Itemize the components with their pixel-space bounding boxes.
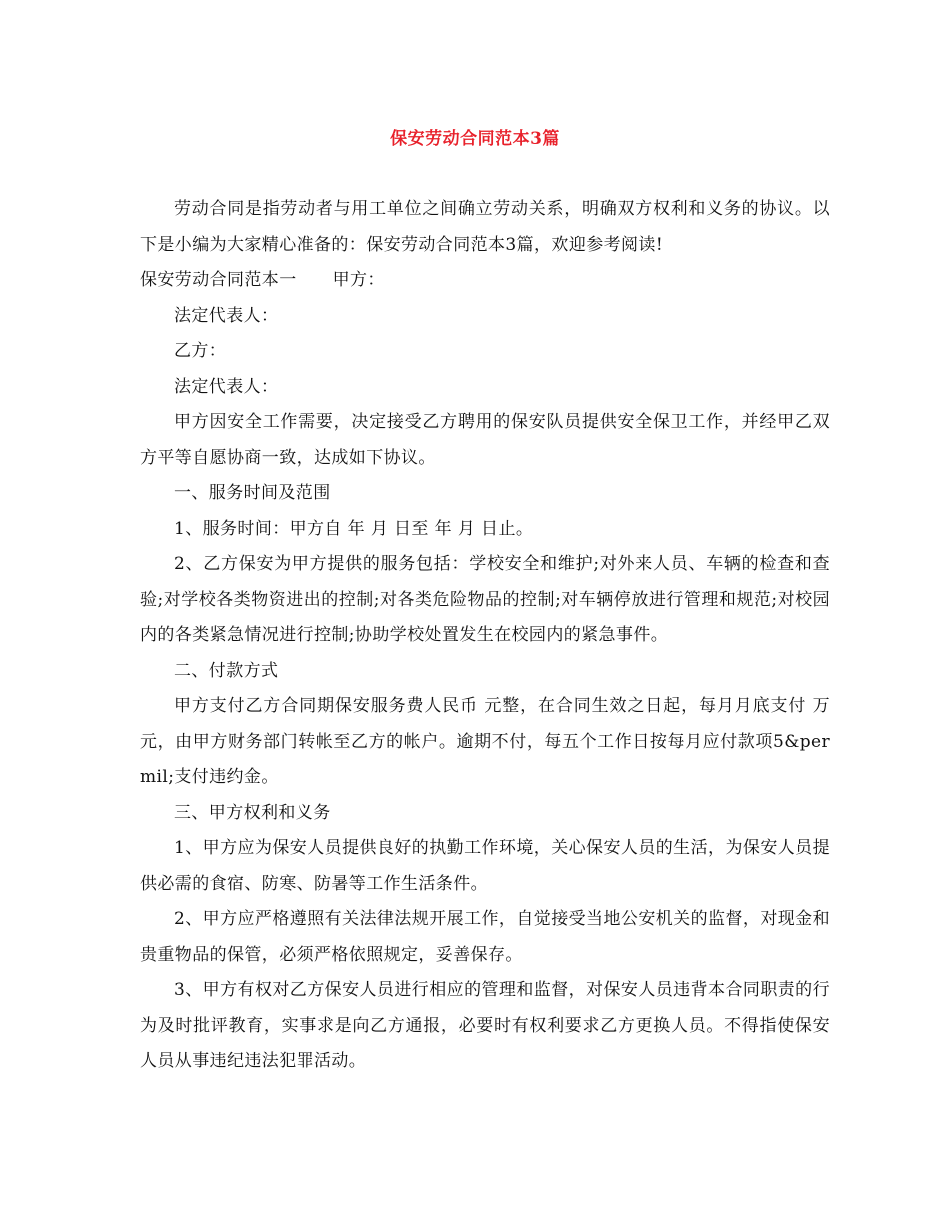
party-b-label: 乙方： <box>174 341 227 361</box>
item-party-a-3: 3、甲方有权对乙方保安人员进行相应的管理和监督，对保安人员违背本合同职责的行为及时批评教育，实事求是向乙方通报，必要时有权利要求乙方更换人员。不得指使保安人员从事违纪违法犯罪活动。 <box>140 980 830 1071</box>
payment-paragraph: 甲方支付乙方合同期保安服务费人民币 元整，在合同生效之日起，每月月底支付 万元，由甲方财务部门转帐至乙方的帐户。逾期不付，每五个工作日按每月应付款项5&permil;支付违约金。 <box>140 696 830 787</box>
item-party-a-2: 2、甲方应严格遵照有关法律法规开展工作，自觉接受当地公安机关的监督，对现金和贵重物品的保管，必须严格依照规定，妥善保存。 <box>140 909 830 965</box>
legal-rep-b: 法定代表人： <box>174 376 279 397</box>
document-body <box>140 192 830 1080</box>
party-a-label: 甲方： <box>332 270 385 290</box>
preamble-paragraph: 甲方因安全工作需要，决定接受乙方聘用的保安队员提供安全保卫工作，并经甲乙双方平等自愿协商一致，达成如下协议。 <box>140 412 830 468</box>
item-service-time: 1、服务时间：甲方自 年 月 日至 年 月 日止。 <box>174 518 534 539</box>
intro-paragraph: 劳动合同是指劳动者与用工单位之间确立劳动关系，明确双方权利和义务的协议。以下是小编为大家精心准备的：保安劳动合同范本3篇，欢迎参考阅读! <box>140 199 830 255</box>
heading-party-a-rights: 三、甲方权利和义务 <box>174 802 331 823</box>
section1-title: 保安劳动合同范本一 <box>140 270 297 290</box>
document-title: 保安劳动合同范本3篇 <box>390 129 560 149</box>
legal-rep-a: 法定代表人： <box>174 305 279 326</box>
item-service-scope: 2、乙方保安为甲方提供的服务包括：学校安全和维护;对外来人员、车辆的检查和查验;对学校各类物资进出的控制;对各类危险物品的控制;对车辆停放进行管理和规范;对校园内的各类紧急情况进行控制;协助学校处置发生在校园内的紧急事件。 <box>140 554 830 645</box>
heading-service: 一、服务时间及范围 <box>174 483 331 503</box>
item-party-a-1: 1、甲方应为保安人员提供良好的执勤工作环境，关心保安人员的生活，为保安人员提供必需的食宿、防寒、防暑等工作生活条件。 <box>140 838 830 894</box>
heading-payment: 二、付款方式 <box>174 660 279 681</box>
section-title-line <box>140 263 830 299</box>
